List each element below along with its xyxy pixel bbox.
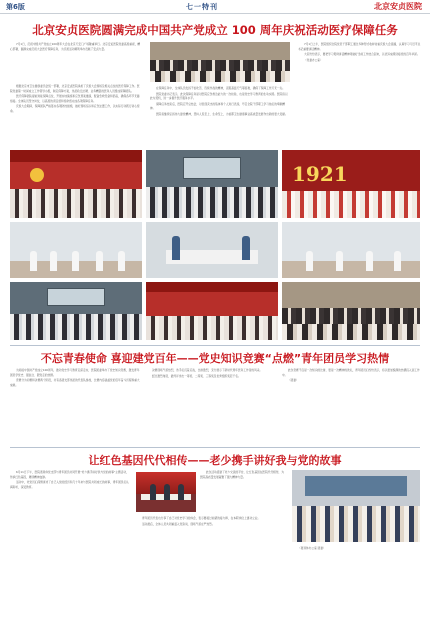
photo-team-group: [146, 282, 278, 340]
photo-medical-team: [10, 222, 142, 278]
article2-headline: 不忘青春使命 喜迎建党百年——党史知识竞赛“点燃”青年团员学习热情: [40, 352, 390, 365]
photo-staff-training: [282, 222, 420, 278]
section-divider: [10, 447, 420, 448]
page-number: 第6版: [6, 3, 25, 11]
article3-column-3: （离退休办公室 团委）: [298, 546, 326, 550]
article1-column-2: 在保障任务中，全体队员发扬不怕吃苦、连续作战的精神，克服高温天气等困难，确保了保障工作万无一失。 医院党委书记表示，此次保障任务是对医院应急救治能力的一次检验，也是党史学习教育的生动实践。医院将以此为契机，进一步提升医疗服务水平。 保障任务结束后，医院召开总结会，对表现突出的集体和个人进行表扬，号召全院干部职工学习他们的奉献精神。 医院将继续弘扬伟大建党精神，坚持人民至上、生命至上，为首都卫生健康事业高质量发展作出新的更大贡献。: [150, 86, 288, 116]
newspaper-masthead: 北京安贞医院: [374, 1, 422, 11]
photo-storytelling-stage: [136, 472, 196, 512]
photo-watch-broadcast: [282, 282, 420, 340]
photo-rehearsal: [10, 282, 142, 340]
photo-lecture-hall: [146, 150, 278, 218]
article1-intro: 7月1日，庆祝中国共产党成立100周年大会在北京天安门广场隆重举行。北京安贞医院党委高度重视，精心部署，圆满完成庆祝大会医疗保障任务，为庆祝活动顺利举办贡献了安贞力量。: [10, 42, 141, 51]
article3-column-1: 6月11日下午，医院离退休党支部与青年团员共同开展“老少携手讲好我与党的故事”主题活动，传承红色基因，赓续精神血脉。 活动中，老党员们深情讲述了自己入党的经历和几十年来与医院共同成长的故事，青年团员们认真聆听，深受教育。: [10, 470, 129, 489]
page-header: [0, 0, 430, 14]
article2-column-1: 为迎接中国共产党成立100周年，推动党史学习教育走深走实，医院团委举办了党史知识竞赛，激发青年团员学党史、强信念、跟党走的热情。 竞赛分为初赛和决赛两个阶段，共有各团支部选派的代表队参加，比赛内容涵盖党的百年奋斗历程和重大成就。: [10, 368, 140, 387]
section-divider: [10, 345, 420, 346]
article2-column-2: 决赛现场气氛热烈，选手们沉着应战，比拼激烈，充分展示了新时代青年医务工作者的风采。 经过激烈角逐，最终评选出一等奖、二等奖、三等奖及优秀组织奖若干名。: [152, 368, 263, 378]
article3-column-2-top: 此次活动搭建了老少交流的平台，让红色基因在医院代代相传，为医院高质量发展凝聚了强大精神力量。: [200, 470, 284, 479]
photo-meeting-audience: [150, 42, 290, 82]
photo-party-group: [10, 150, 142, 218]
photo-patient-care: [146, 222, 278, 278]
photo-1921-banner: [282, 150, 420, 218]
article1-column-3: 7月1日上午，医院组织全院党员干部职工通过多种形式收听收看庆祝大会直播，认真学习习近平总书记重要讲话精神。 大家纷纷表示，要把学习贯彻讲话精神同做好当前工作结合起来，以优异成绩迎接党的百年华诞。 （党委办公室）: [298, 42, 421, 62]
article1-headline: 北京安贞医院圆满完成中国共产党成立 100 周年庆祝活动医疗保障任务: [32, 23, 398, 37]
section-title: 七一特刊: [186, 3, 218, 11]
article3-column-2: 青年团员代表也分享了自己对党史学习的体会，表示要接过前辈的接力棒，在本职岗位上建功立业。 活动最后，全体人员共同重温入党誓词，现场气氛庄严热烈。: [142, 516, 261, 526]
article3-headline: 让红色基因代代相传——老少携手讲好我与党的故事: [88, 454, 342, 467]
article1-column-1: 根据北京市卫生健康委员会统一部署，北京安贞医院承担了庆祝大会现场及相关点位的医疗保障工作。医院党委第一时间成立工作领导小组，制定保障方案，选派政治过硬、业务精湛的医务人员组成保障团队。 医疗保障团队提前进驻保障点位，开展实地演练和应急预案推演，配备急救设备和药品，确保各环节无缝衔接。全体队员坚守岗位，以高度的责任感和使命感完成各项保障任务。 庆祝大会期间，保障团队严格落实各项防控措施，做好现场巡诊和应急处置工作，以实际行动践行初心使命。: [10, 84, 140, 113]
photo-story-session: [292, 470, 420, 542]
article2-column-3: 此次竞赛不仅是一次知识的比拼，更是一次精神的洗礼，青年团员们纷纷表示，将以更加饱满的热情投入到工作中。 （团委）: [282, 368, 420, 383]
banner-year-text: 1921: [292, 162, 348, 186]
